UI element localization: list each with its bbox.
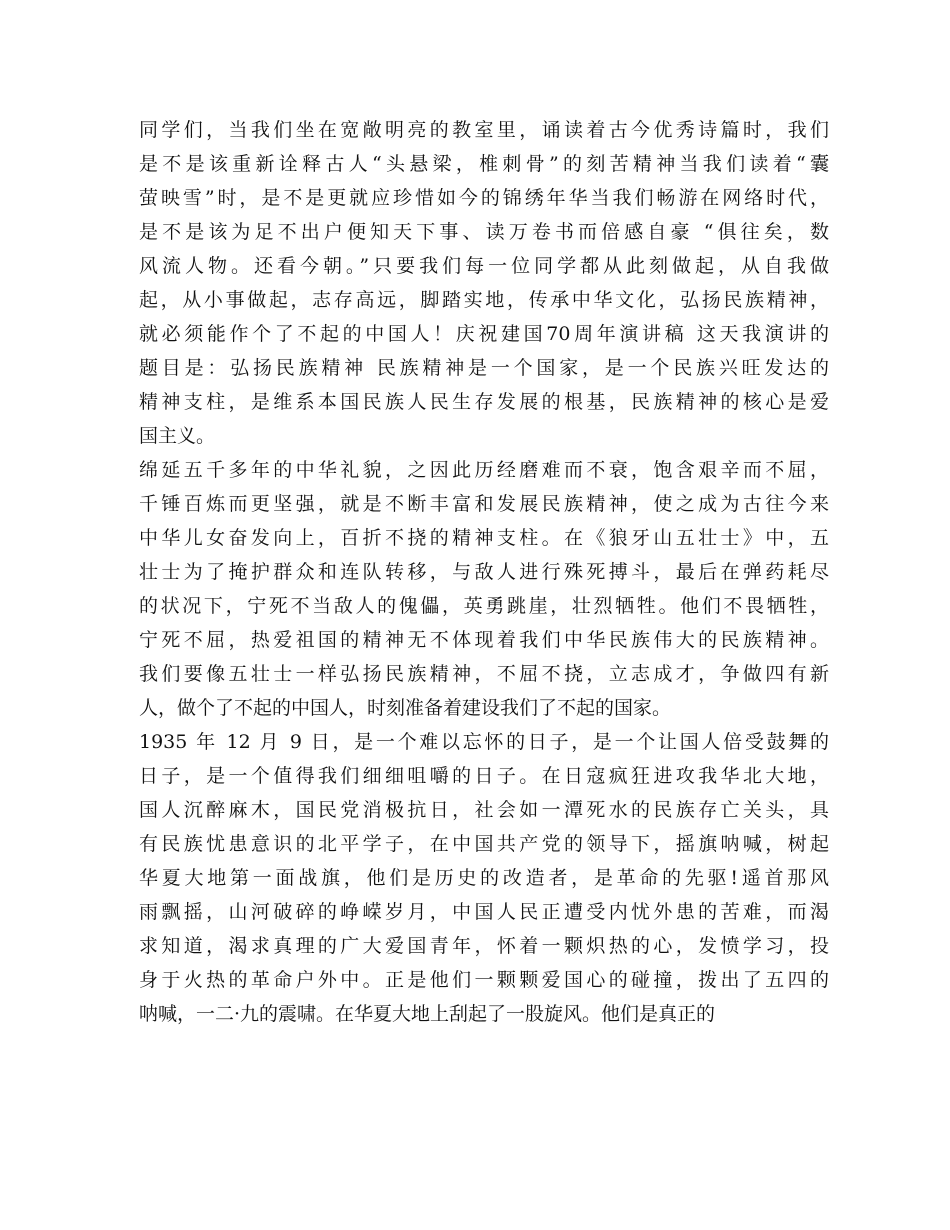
text-line: 萤映雪”时，是不是更就应珍惜如今的锦绣年华当我们畅游在网络时代， (139, 187, 829, 209)
text-line: 国主义。 (139, 425, 216, 447)
text-line: 有民族忧患意识的北平学子，在中国共产党的领导下，摇旗呐喊，树起 (139, 833, 829, 855)
text-line: 绵延五千多年的中华礼貌，之因此历经磨难而不衰，饱含艰辛而不屈， (139, 459, 829, 481)
text-line: 千锤百炼而更坚强，就是不断丰富和发展民族精神，使之成为古往今来 (139, 493, 829, 515)
text-line: 是不是该为足不出户便知天下事、读万卷书而倍感自豪 “俱往矣，数 (139, 221, 829, 243)
text-line: 中华儿女奋发向上，百折不挠的精神支柱。在《狼牙山五壮士》中，五 (139, 527, 829, 549)
text-line: 雨飘摇，山河破碎的峥嵘岁月，中国人民正遭受内忧外患的苦难，而渴 (139, 901, 829, 923)
text-line: 华夏大地第一面战旗，他们是历史的改造者，是革命的先驱!遥首那风 (139, 867, 829, 889)
text-line: 1935 年 12 月 9 日，是一个难以忘怀的日子，是一个让国人倍受鼓舞的 (139, 731, 829, 753)
text-line: 呐喊，一二·九的震啸。在华夏大地上刮起了一股旋风。他们是真正的 (139, 1003, 716, 1025)
text-line: 题目是：弘扬民族精神 民族精神是一个国家，是一个民族兴旺发达的 (139, 357, 829, 379)
text-line: 国人沉醉麻木，国民党消极抗日，社会如一潭死水的民族存亡关头，具 (139, 799, 829, 821)
paragraph (139, 725, 829, 1031)
text-line: 精神支柱，是维系本国民族人民生存发展的根基，民族精神的核心是爱 (139, 391, 829, 413)
text-line: 我们要像五壮士一样弘扬民族精神，不屈不挠，立志成才，争做四有新 (139, 663, 829, 685)
paragraph-container (139, 113, 829, 1031)
text-line: 身于火热的革命户外中。正是他们一颗颗爱国心的碰撞，拨出了五四的 (139, 969, 829, 991)
text-line: 求知道，渴求真理的广大爱国青年，怀着一颗炽热的心，发愤学习，投 (139, 935, 829, 957)
text-line: 的状况下，宁死不当敌人的傀儡，英勇跳崖，壮烈牺牲。他们不畏牺牲， (139, 595, 829, 617)
text-line: 壮士为了掩护群众和连队转移，与敌人进行殊死搏斗，最后在弹药耗尽 (139, 561, 829, 583)
text-line: 就必须能作个了不起的中国人！庆祝建国70周年演讲稿 这天我演讲的 (139, 323, 829, 345)
paragraph (139, 453, 829, 725)
paragraph (139, 113, 829, 453)
text-line: 人，做个了不起的中国人，时刻准备着建设我们了不起的国家。 (139, 697, 672, 719)
document-body (139, 113, 829, 1031)
text-line: 宁死不屈，热爱祖国的精神无不体现着我们中华民族伟大的民族精神。 (139, 629, 829, 651)
text-line: 风流人物。还看今朝。”只要我们每一位同学都从此刻做起，从自我做 (139, 255, 829, 277)
text-line: 起，从小事做起，志存高远，脚踏实地，传承中华文化，弘扬民族精神， (139, 289, 829, 311)
text-line: 同学们，当我们坐在宽敞明亮的教室里，诵读着古今优秀诗篇时，我们 (139, 119, 829, 141)
text-line: 是不是该重新诠释古人“头悬梁，椎刺骨”的刻苦精神当我们读着“囊 (139, 153, 829, 175)
text-line: 日子，是一个值得我们细细咀嚼的日子。在日寇疯狂进攻我华北大地， (139, 765, 829, 787)
